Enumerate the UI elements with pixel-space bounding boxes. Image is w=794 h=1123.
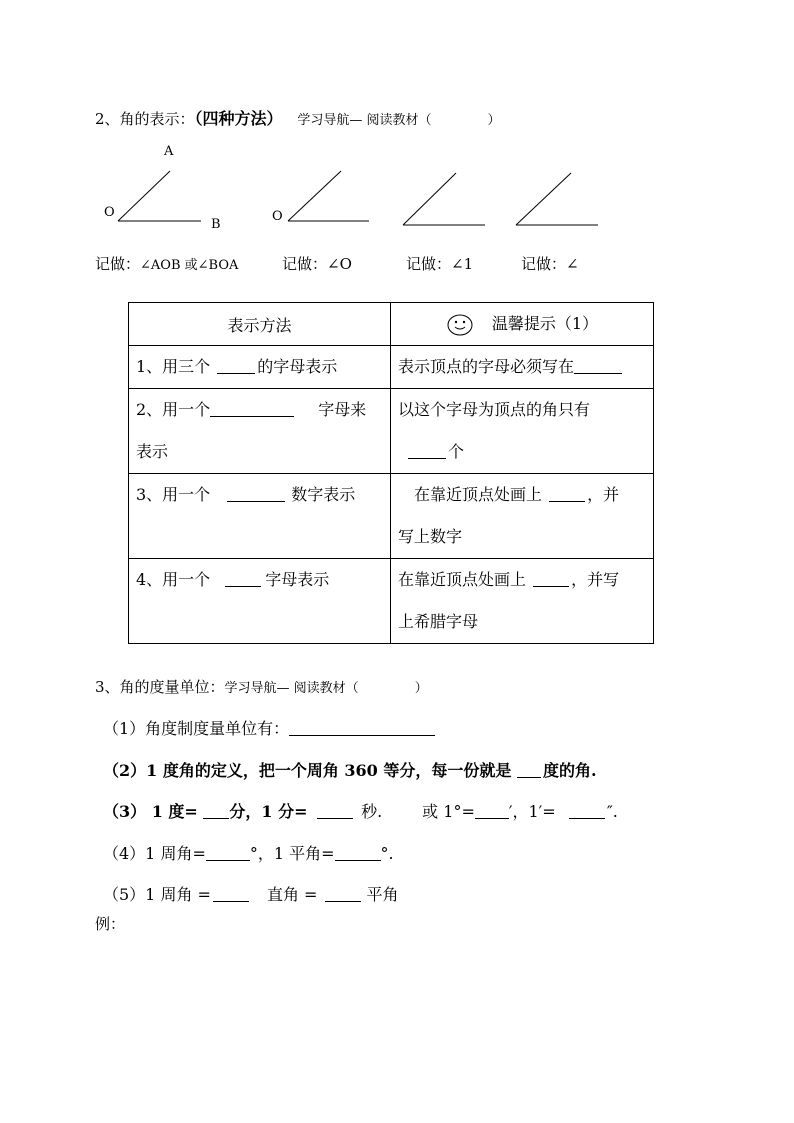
table-cell-tip-3 — [391, 474, 654, 559]
question-4-blank-1[interactable] — [206, 844, 250, 861]
table-header-method — [129, 303, 391, 346]
label-o-2: O — [272, 209, 283, 224]
question-4-blank-2[interactable] — [335, 844, 381, 861]
table-header-row — [129, 303, 654, 346]
question-3-text-d: 或 1°= — [422, 802, 475, 821]
question-2-text-b: 度的角. — [542, 761, 597, 780]
row4-method-blank[interactable] — [225, 570, 261, 587]
section2-guide: 学习导航— 阅读教材（ — [297, 113, 432, 128]
question-5-text-b: 直角 = — [266, 885, 323, 904]
question-3-text-e: ′，1′= — [508, 802, 561, 821]
row2-tip-text-b: 个 — [448, 442, 465, 461]
table-cell-method-1 — [129, 346, 391, 389]
question-3-text-f: ″. — [606, 802, 618, 821]
table-header-method-label: 表示方法 — [227, 315, 292, 335]
table-header-tips-label: 温馨提示（1） — [491, 314, 599, 334]
notation-prefix-4: 记做： — [521, 255, 567, 273]
row1-method-blank[interactable] — [217, 357, 255, 374]
angle-figure-4 — [516, 173, 598, 225]
table-row — [129, 474, 654, 559]
row3-method-text-b: 数字表示 — [291, 485, 356, 504]
row4-tip-text-c: 上希腊字母 — [398, 612, 479, 631]
table-cell-method-2 — [129, 389, 391, 474]
question-2-text-a: （2）1 度角的定义，把一个周角 360 等分，每一份就是 — [103, 761, 517, 780]
question-4-text-a: （4）1 周角= — [103, 844, 206, 863]
notation-value-1: ∠AOB 或∠BOA — [140, 258, 239, 273]
table-cell-tip-1 — [391, 346, 654, 389]
question-3 — [103, 799, 618, 822]
question-4-text-b: °，1 平角= — [249, 844, 335, 863]
question-4-text-c: °. — [380, 844, 394, 863]
table-header-tips — [391, 303, 654, 346]
row3-tip-blank[interactable] — [549, 485, 585, 502]
table-cell-tip-4 — [391, 559, 654, 644]
label-o-1: O — [104, 205, 115, 220]
row1-method-text-a: 1、用三个 — [136, 357, 216, 376]
row3-method-text-a: 3、用一个 — [136, 485, 216, 504]
question-3-text-c: 秒. — [361, 802, 383, 821]
question-3-blank-1[interactable] — [203, 802, 229, 819]
row2-method-text-c: 表示 — [136, 442, 169, 461]
row3-tip-text-c: 写上数字 — [398, 527, 463, 546]
label-a: A — [164, 144, 174, 159]
section2-heading-text: 2、角的表示： — [95, 110, 195, 128]
angle-figure-3 — [403, 173, 485, 225]
question-1-blank[interactable] — [289, 719, 435, 736]
row4-method-text-a: 4、用一个 — [136, 570, 216, 589]
row1-tip-text: 表示顶点的字母必须写在 — [398, 357, 575, 376]
table-row — [129, 559, 654, 644]
row4-tip-blank[interactable] — [533, 570, 569, 587]
table-row — [129, 389, 654, 474]
notation-value-3: ∠1 — [451, 255, 474, 273]
question-5-text-c: 平角 — [366, 885, 399, 904]
section2-heading-bold: （四种方法） — [194, 109, 283, 128]
row4-tip-text-a: 在靠近顶点处画上 — [398, 570, 532, 589]
angle-figure-2 — [288, 171, 369, 221]
table-cell-method-3 — [129, 474, 391, 559]
question-3-blank-2[interactable] — [317, 802, 353, 819]
label-b: B — [211, 217, 221, 232]
row1-method-text-b: 的字母表示 — [257, 357, 338, 376]
question-3-blank-4[interactable] — [569, 802, 605, 819]
question-5-blank-1[interactable] — [213, 885, 249, 902]
question-3-text-b: 分，1 分= — [229, 802, 314, 821]
notation-1 — [95, 253, 238, 274]
question-3-text-a: （3） 1 度= — [103, 802, 204, 821]
row2-method-blank[interactable] — [210, 400, 294, 417]
section3-heading-text: 3、角的度量单位： — [95, 678, 225, 696]
row2-method-text-b: 字母来 — [318, 400, 367, 419]
notation-prefix-2: 记做： — [282, 255, 328, 273]
section3-guide: 学习导航— 阅读教材（ — [224, 681, 359, 696]
row3-method-blank[interactable] — [227, 485, 285, 502]
representation-table — [128, 302, 654, 644]
row3-tip-text-b: ，并 — [587, 485, 620, 504]
question-5 — [103, 882, 399, 905]
table-row — [129, 346, 654, 389]
row2-method-text-a: 2、用一个 — [136, 400, 211, 419]
question-1 — [103, 716, 435, 739]
question-4 — [103, 841, 394, 864]
question-1-text: （1）角度制度量单位有： — [103, 719, 290, 738]
notation-value-4: ∠ — [566, 255, 579, 273]
section2-guide-close: ） — [487, 113, 501, 128]
notation-prefix-3: 记做： — [406, 255, 452, 273]
notation-2 — [282, 253, 352, 274]
question-5-text-a: （5）1 周角 = — [103, 885, 211, 904]
notation-3 — [406, 253, 473, 274]
row2-tip-blank[interactable] — [408, 442, 446, 459]
row3-tip-text-a: 在靠近顶点处画上 — [414, 485, 548, 504]
section3-heading — [95, 676, 428, 697]
table-cell-tip-2 — [391, 389, 654, 474]
row2-tip-text-a: 以这个字母为顶点的角只有 — [398, 400, 591, 419]
row1-tip-blank[interactable] — [574, 357, 622, 374]
angle-figure-1 — [118, 171, 201, 221]
question-5-blank-2[interactable] — [325, 885, 361, 902]
smiley-icon — [446, 313, 474, 337]
table-cell-method-4 — [129, 559, 391, 644]
notation-4 — [521, 253, 579, 274]
angle-figures — [0, 0, 794, 240]
question-2-blank[interactable] — [517, 761, 541, 778]
question-3-blank-3[interactable] — [475, 802, 509, 819]
section3-guide-close: ） — [414, 681, 428, 696]
example-label: 例： — [95, 915, 126, 933]
row4-tip-text-b: ，并写 — [571, 570, 620, 589]
notation-prefix-1: 记做： — [95, 255, 141, 273]
row4-method-text-b: 字母表示 — [265, 570, 330, 589]
question-2 — [103, 758, 597, 781]
notation-value-2: ∠O — [327, 255, 352, 273]
